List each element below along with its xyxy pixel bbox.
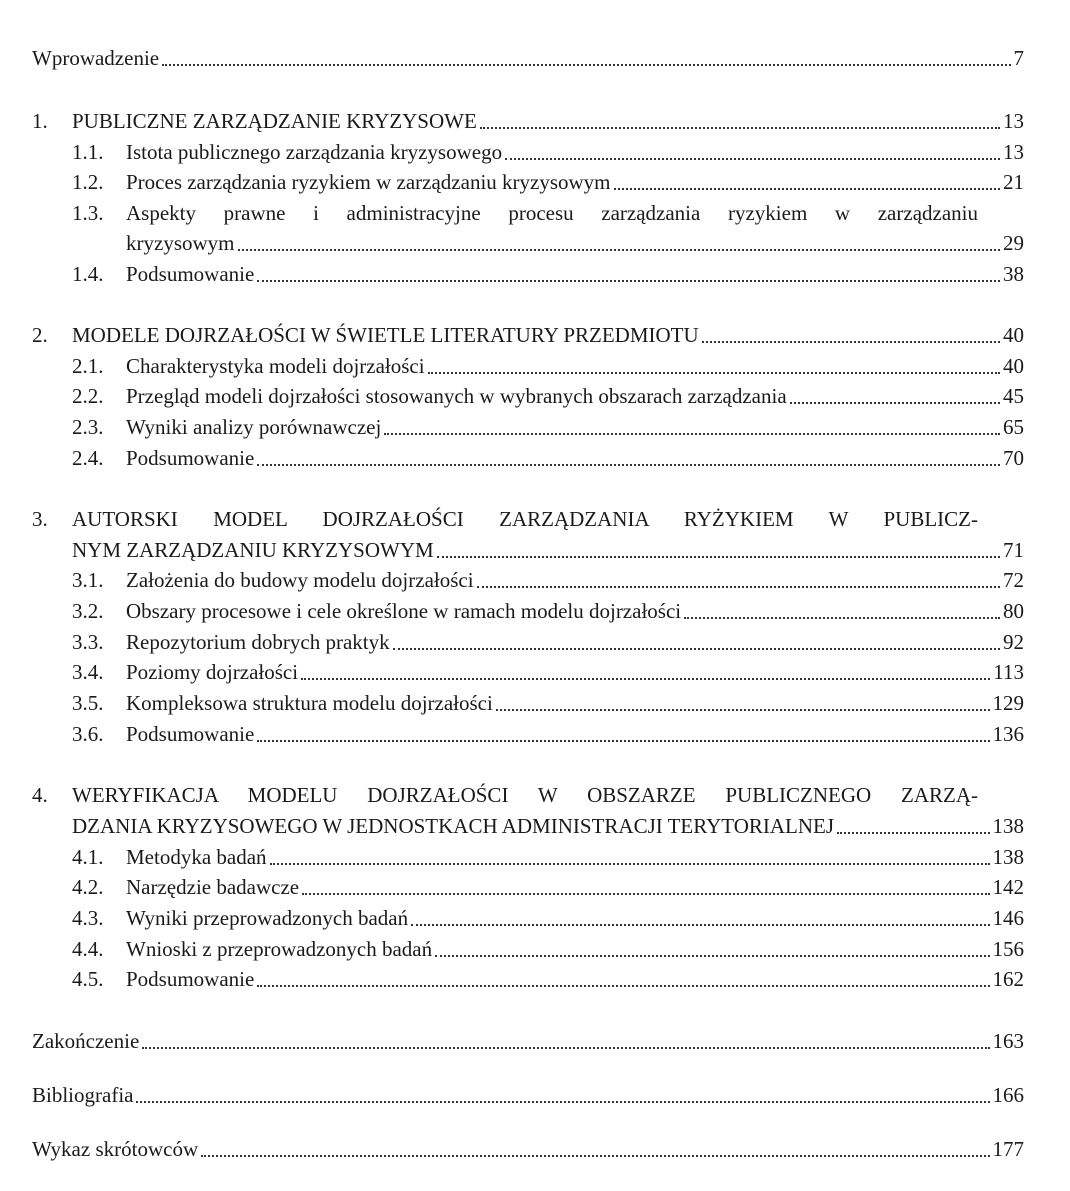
toc-page-number: 80 <box>1003 599 1024 623</box>
section-number: 4.1. <box>72 845 104 869</box>
dot-leader <box>301 678 990 680</box>
toc-section-3-1[interactable] <box>72 566 1024 594</box>
toc-section-3-6[interactable] <box>72 720 1024 748</box>
section-number: 2.1. <box>72 354 104 378</box>
toc-chapter-2[interactable] <box>32 321 1024 349</box>
dot-leader <box>702 341 1000 343</box>
toc-page-number: 7 <box>1013 46 1024 70</box>
toc-entry-title: Wprowadzenie <box>32 46 160 70</box>
section-number: 3.4. <box>72 660 104 684</box>
toc-page-number: 142 <box>992 875 1024 899</box>
toc-page-number: 92 <box>1003 630 1024 654</box>
dot-leader <box>684 617 1000 619</box>
toc-section-1-3[interactable] <box>126 229 1024 257</box>
toc-section-4-1[interactable] <box>72 843 1024 871</box>
toc-section-4-2[interactable] <box>72 873 1024 901</box>
section-title: Podsumowanie <box>126 967 255 991</box>
section-title: Podsumowanie <box>126 446 255 470</box>
chapter-title: MODELE DOJRZAŁOŚCI W ŚWIETLE LITERATURY PRZEDMIOTU <box>72 323 699 347</box>
section-number: 2.3. <box>72 415 104 439</box>
toc-page-number: 136 <box>992 722 1024 746</box>
section-title: Podsumowanie <box>126 262 255 286</box>
toc-page-number: 38 <box>1003 262 1024 286</box>
section-number: 3.5. <box>72 691 104 715</box>
toc-section-1-1[interactable] <box>72 138 1024 166</box>
dot-leader <box>435 955 989 957</box>
toc-chapter-3[interactable] <box>72 536 1024 564</box>
dot-leader <box>302 893 989 895</box>
section-number: 4.3. <box>72 906 104 930</box>
section-title: Obszary procesowe i cele określone w ramach modelu dojrzałości <box>126 599 682 623</box>
toc-section-2-2[interactable] <box>72 382 1024 410</box>
chapter-number: 1. <box>32 109 48 133</box>
section-title: Założenia do budowy modelu dojrzałości <box>126 568 474 592</box>
section-title: Poziomy dojrzałości <box>126 660 299 684</box>
chapter-number: 4. <box>32 783 48 807</box>
toc-section-2-3[interactable] <box>72 413 1024 441</box>
dot-leader <box>480 127 1000 129</box>
section-number: 1.2. <box>72 170 104 194</box>
toc-section-3-2[interactable] <box>72 597 1024 625</box>
section-number: 3.3. <box>72 630 104 654</box>
toc-page-number: 70 <box>1003 446 1024 470</box>
toc-page-number: 45 <box>1003 384 1024 408</box>
section-number: 4.4. <box>72 937 104 961</box>
toc-section-3-4[interactable] <box>72 658 1024 686</box>
toc-chapter-1[interactable] <box>32 107 1024 135</box>
toc-section-3-3[interactable] <box>72 628 1024 656</box>
section-number: 1.1. <box>72 140 104 164</box>
section-title: Metodyka badań <box>126 845 267 869</box>
toc-page-number: 162 <box>992 967 1024 991</box>
toc-page-number: 13 <box>1003 109 1024 133</box>
dot-leader <box>384 433 1000 435</box>
dot-leader <box>614 188 1000 190</box>
dot-leader <box>201 1155 989 1157</box>
toc-entry-title: Zakończenie <box>32 1029 140 1053</box>
toc-section-3-5[interactable] <box>72 689 1024 717</box>
section-title: Wnioski z przeprowadzonych badań <box>126 937 433 961</box>
section-number: 2.4. <box>72 446 104 470</box>
dot-leader <box>257 280 1000 282</box>
dot-leader <box>257 740 989 742</box>
toc-chapter-4[interactable] <box>72 812 1024 840</box>
dot-leader <box>477 586 1000 588</box>
toc-section-4-4[interactable] <box>72 935 1024 963</box>
toc-page-number: 71 <box>1003 538 1024 562</box>
section-number: 3.6. <box>72 722 104 746</box>
dot-leader <box>136 1101 989 1103</box>
toc-page-number: 13 <box>1003 140 1024 164</box>
dot-leader <box>428 372 1000 374</box>
toc-page-number: 40 <box>1003 323 1024 347</box>
toc-page-number: 21 <box>1003 170 1024 194</box>
toc-section-1-4[interactable] <box>72 260 1024 288</box>
section-number: 1.4. <box>72 262 104 286</box>
section-number: 1.3. <box>72 201 104 225</box>
section-number: 2.2. <box>72 384 104 408</box>
chapter-title: NYM ZARZĄDZANIU KRYZYSOWYM <box>72 538 434 562</box>
section-title: Istota publicznego zarządzania kryzysowego <box>126 140 503 164</box>
section-number: 3.2. <box>72 599 104 623</box>
dot-leader <box>437 556 1000 558</box>
toc-entry-abbreviations[interactable] <box>32 1135 1024 1163</box>
dot-leader <box>270 863 990 865</box>
section-number: 3.1. <box>72 568 104 592</box>
toc-section-4-5[interactable] <box>72 965 1024 993</box>
dot-leader <box>411 924 989 926</box>
toc-page-number: 163 <box>992 1029 1024 1053</box>
toc-page-number: 72 <box>1003 568 1024 592</box>
chapter-title: PUBLICZNE ZARZĄDZANIE KRYZYSOWE <box>72 109 477 133</box>
dot-leader <box>257 985 989 987</box>
toc-page-number: 138 <box>992 814 1024 838</box>
toc-page-number: 129 <box>992 691 1024 715</box>
toc-section-2-1[interactable] <box>72 352 1024 380</box>
section-number: 4.5. <box>72 967 104 991</box>
section-title: Wyniki przeprowadzonych badań <box>126 906 409 930</box>
toc-entry-title: Bibliografia <box>32 1083 134 1107</box>
dot-leader <box>790 402 1000 404</box>
section-title: Narzędzie badawcze <box>126 875 300 899</box>
toc-entry-intro[interactable] <box>32 44 1024 72</box>
chapter-title-line[interactable]: AUTORSKI MODEL DOJRZAŁOŚCI ZARZĄDZANIA RYŻYKIEM W PUBLICZ- <box>72 507 978 531</box>
toc-page-number: 65 <box>1003 415 1024 439</box>
dot-leader <box>393 648 1000 650</box>
section-title-line[interactable]: Aspekty prawne i administracyjne procesu zarządzania ryzykiem w zarządzaniu <box>126 201 978 225</box>
section-title: Wyniki analizy porównawczej <box>126 415 382 439</box>
toc-page-number: 146 <box>992 906 1024 930</box>
dot-leader <box>238 249 1001 251</box>
dot-leader <box>162 64 1010 66</box>
section-number: 4.2. <box>72 875 104 899</box>
toc-page-number: 40 <box>1003 354 1024 378</box>
toc-section-4-3[interactable] <box>72 904 1024 932</box>
section-title: Proces zarządzania ryzykiem w zarządzaniu kryzysowym <box>126 170 611 194</box>
chapter-title: DZANIA KRYZYSOWEGO W JEDNOSTKACH ADMINISTRACJI TERYTORIALNEJ <box>72 814 835 838</box>
toc-page-number: 166 <box>992 1083 1024 1107</box>
toc-page-number: 177 <box>992 1137 1024 1161</box>
toc-section-2-4[interactable] <box>72 444 1024 472</box>
toc-page-number: 138 <box>992 845 1024 869</box>
dot-leader <box>505 158 1000 160</box>
dot-leader <box>837 832 989 834</box>
section-title: kryzysowym <box>126 231 235 255</box>
section-title: Kompleksowa struktura modelu dojrzałości <box>126 691 493 715</box>
chapter-number: 2. <box>32 323 48 347</box>
toc-entry-conclusion[interactable] <box>32 1027 1024 1055</box>
section-title: Charakterystyka modeli dojrzałości <box>126 354 425 378</box>
toc-page-number: 156 <box>992 937 1024 961</box>
toc-entry-title: Wykaz skrótowców <box>32 1137 199 1161</box>
dot-leader <box>496 709 990 711</box>
section-title: Repozytorium dobrych praktyk <box>126 630 390 654</box>
dot-leader <box>142 1047 989 1049</box>
dot-leader <box>257 464 1000 466</box>
toc-page-number: 113 <box>993 660 1024 684</box>
section-title: Podsumowanie <box>126 722 255 746</box>
toc-page-number: 29 <box>1003 231 1024 255</box>
toc-entry-bibliography[interactable] <box>32 1081 1024 1109</box>
toc-section-1-2[interactable] <box>72 168 1024 196</box>
chapter-title-line[interactable]: WERYFIKACJA MODELU DOJRZAŁOŚCI W OBSZARZE PUBLICZNEGO ZARZĄ- <box>72 783 978 807</box>
chapter-number: 3. <box>32 507 48 531</box>
section-title: Przegląd modeli dojrzałości stosowanych w wybranych obszarach zarządzania <box>126 384 787 408</box>
